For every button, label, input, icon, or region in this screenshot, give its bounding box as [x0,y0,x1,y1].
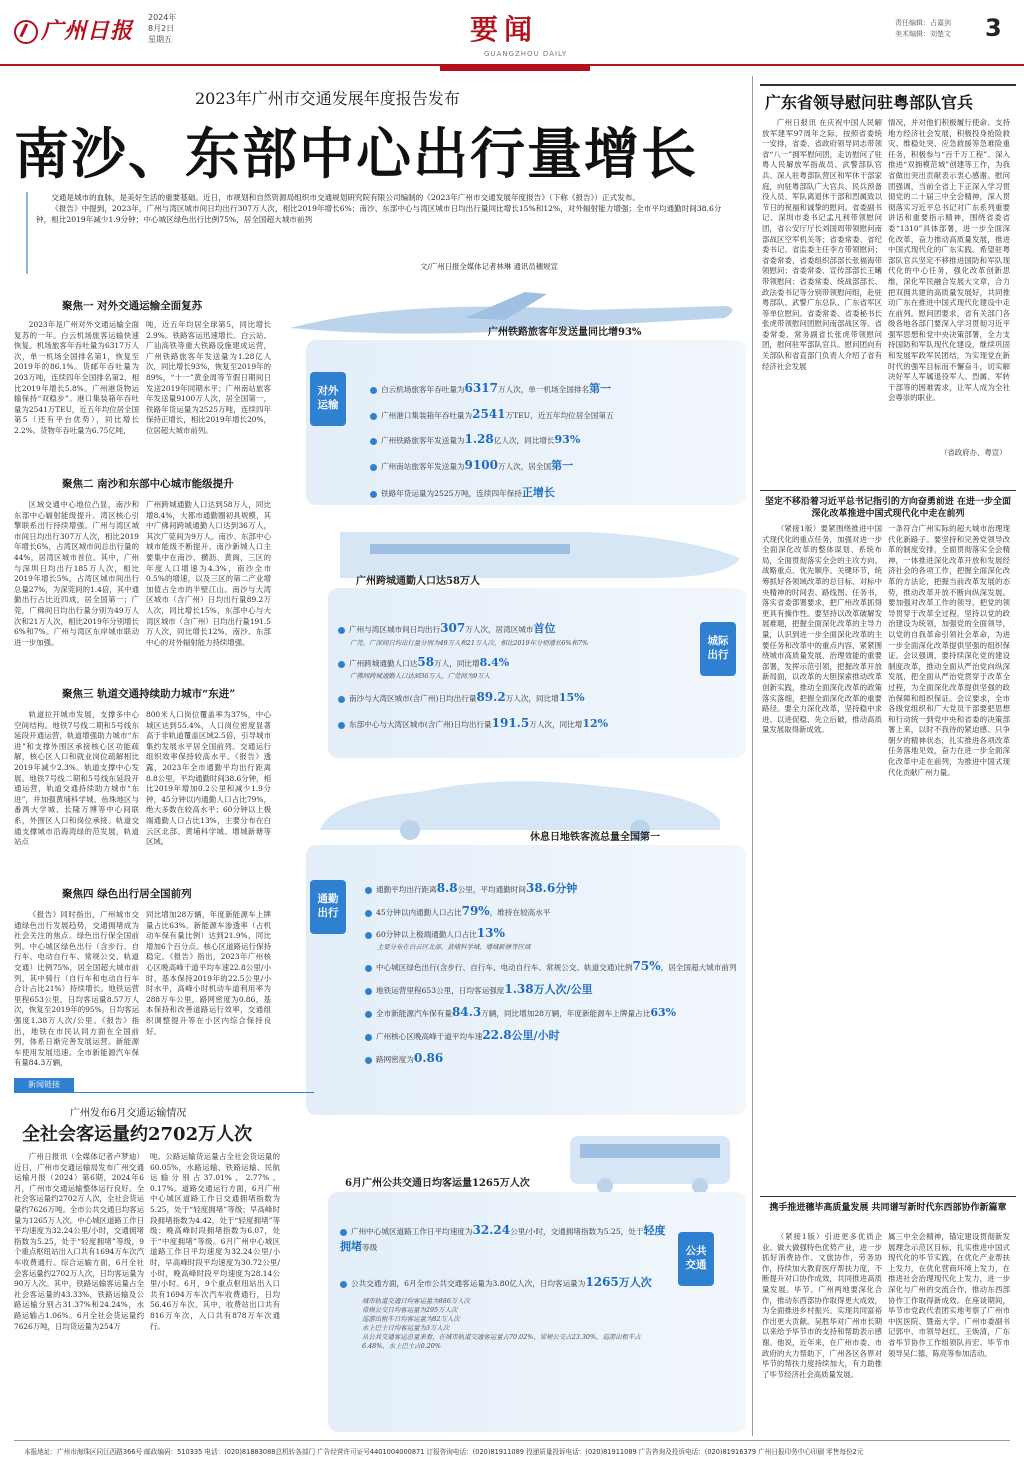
row-text: 广州南站旅客年发送量为 [381,462,465,471]
bullet-icon [365,1011,372,1018]
row-text: 45分钟以内通勤人口占比 [376,908,462,917]
right3-column [762,1232,882,1432]
panel3-note: 主要分布在白云区北部、黄埔科学城、增城新塘等区域 [377,943,531,951]
row-number: 1.28 [464,432,494,446]
bullet-icon [338,722,345,729]
row-text: 广州与湾区城市间日均出行 [349,625,441,634]
brief-column [14,1152,144,1434]
right-rule [760,490,1016,491]
row-text: 广州中心城区道路工作日平均速度为 [351,1227,473,1236]
body-text: （紧接1版）引进更多优质企业、做大做强特色优势产业，进一步抓好消费协作、文旅协作，劳务协作，持续加大教育医疗帮扶力度，不断提升对口协作成效，共同推进高质量发展。毕节、广州两地要深化合作，推动东西部协作取得更大成效，为全面推进乡村振兴、实现共同富裕作出更大贡献。吴胜华对广州市长期以来给予毕节市的支持和帮助表示感谢。他说，近年来，在广州市委、市政府的大力帮助下，广州各区各界对毕节的帮扶力度持续加大，有力助推了毕节经济社会高质量发展。 [762,1232,882,1379]
panel4-note: 从公共交通客运总量来看，在城市轨道交通客运量占70.02%，常规公交占23.30%，巡游出租车占6.48%，水上巴士占0.20% [362,1333,641,1350]
panel3-row [365,1005,740,1019]
row-text: 公里，平均通勤时间 [457,885,526,894]
panel4-badge: 公共 交通 [678,1232,714,1286]
panel4-note: 常规公交日均客运量为295万人次 [362,1306,458,1314]
bullet-icon [365,910,372,917]
page-number: 3 [985,14,1002,42]
news-link-tag: 新闻链接 [14,1078,74,1092]
row-text: 东部中心与大湾区城市(含广州)日均出行量 [349,720,492,729]
designer-name: 美术编辑：刘楚文 [895,30,951,38]
row-text: 公里/小时，交通拥堵指数为5.25，处于 [510,1227,644,1236]
body-text: 属三中全会精神，锚定建设贯彻新发展理念示范区目标，扎实推进中国式现代化的毕节实践，在优化产业帮扶上发力，在优化营商环境上发力，在推进社会治理现代化上发力，进一步深化与广州的交流合作，推动东西部协作工作取得新成效。在座谈期间，毕节市党政代表团实地考察了广州市中医医院、暨南大学。广州市委副书记郭中、市领导赵红、王焕清，广东省毕节协作工作组领队肖宏、毕节市领导吴仁德、陈亮等参加活动。 [888,1232,1010,1358]
paper-name: 广州日报 [41,18,134,44]
right3-column [888,1232,1010,1432]
right-rule [760,1196,1016,1197]
row-text: 全市新能源汽车保有量 [376,1009,452,1018]
body-text: 广州日报讯（全媒体记者卢梦迪）近日，广州市交通运输局发布广州交通运输月报（2024）第6期，2024年6月，广州市交通运输整体运行良好。全社会客运量约2702万人次，全社会货运量约7626万吨。全市公共交通日均客运量为1265万人次。中心城区道路工作日平均速度为32.24公里/小时，交通拥堵指数为5.25，处于“轻度拥堵”等级，9个重点枢纽站出入口共有1694万车次汽车收费通行。综合运输方面，6月全社会客运量约2702万人次，日均客运量为90万人次。其中，铁路运输客运量占全社会客运量的43.33%，铁路运输及公路运输分别占31.37%和24.24%，水路运输占1.06%。6月全社会货运量约7626万吨，日均货运量为254万 [14,1152,144,1331]
right2-headline: 坚定不移沿着习近平总书记指引的方向奋勇前进 在进一步全面深化改革推进中国式现代化中走在前列 [764,497,1012,519]
panel1-rows [370,380,740,511]
row-text: 地铁运营里程653公里，日均客运强度 [376,986,505,995]
row-number: 13% [476,926,505,940]
focus3-column [146,710,271,910]
brief-column [150,1152,280,1434]
bullet-icon [370,413,377,420]
bullet-icon [370,464,377,471]
row-text: 铁路年货运量为2525万吨，连续四年保持 [381,489,522,498]
panel1-badge: 对外 运输 [310,372,346,426]
row-highlight: 第一 [589,382,612,395]
body-text: 《报告》同时指出，广州城市交通绿色出行发展趋势，交通拥堵成为社会关注的焦点。绿色出行保全国前列。中心城区绿色出行（含步行、自行车、电动自行车、常规公交、轨道交通）比例75%，居全国超大城市前列，其中骑行（自行车和电动自行车合计占比21%）持续增长。地铁运营里程653公里，日均客运量8.57万人次，恢复至2019年的95%，日均客运强度1.38万人次/公里。《报告》指出，地铁在市民认同方面在全国前列，体系日渐完善发展运营。新能源车使用发展迅速。全市新能源汽车保有量84.3万辆， [14,910,139,1068]
airplane-illustration [285,288,745,348]
right2-column [888,524,1010,1194]
panel4-notes [362,1296,670,1350]
panel2-row [338,690,698,704]
panel3-badge: 通勤 出行 [310,880,346,934]
panel4-rows [340,1222,670,1350]
footer-rule [14,1440,1010,1441]
panel3-row [365,926,740,940]
bullet-icon [365,988,372,995]
row-text: 中心城区绿色出行(含步行、自行车、电动自行车、常规公交、轨道交通)比例 [376,963,633,972]
car-illustration [300,770,740,840]
panel4-row [340,1222,670,1254]
row-highlight: 15% [558,691,585,704]
row-number: 38.6 [525,881,556,895]
panel3-row [365,1027,740,1043]
main-headline: 南沙、东部中心出行量增长 [14,121,699,186]
row-highlight: 12% [582,717,609,730]
bullet-icon [370,438,377,445]
bullet-icon [340,1281,347,1288]
panel2-row [338,620,698,636]
row-text: 白云机场旅客年吞吐量为 [381,385,465,394]
row-number: 1265 [585,1275,619,1289]
masthead [0,0,1024,66]
focus4-heading: 聚焦四 绿色出行居全国前列 [62,888,192,900]
row-text: ，居全国超大城市前列 [660,963,737,972]
row-highlight: 第一 [551,459,574,472]
focus1-heading: 聚焦一 对外交通运输全面复苏 [62,300,203,312]
row-text: 万TEU，近五年均位居全国第五 [505,411,614,420]
bullet-icon [365,965,372,972]
focus2-heading: 聚焦二 南沙和东部中心城市能级提升 [62,478,234,490]
body-text: 广州日报讯 在庆祝中国人民解放军建军97周年之际，按照省委统一安排，省委、省政府领导同志带领省“八一”拥军慰问团，走访慰问了驻粤人民解放军指战员、武警部队官兵、深入驻粤部队营区和军休干部家庭，向驻粤部队广大官兵、民兵预备役人员、军队离退休干部和烈属致以节日的祝福和诚挚的慰问。省委副书记、深圳市委书记孟凡利带领慰问团，省公安厅厅长刘国周带领慰问南部战区空军机关等；省委常委、省纪委书记、省监委主任李方带领慰问；省委常委、省委组织部部长张福海带领慰问；省委常委、宣传部部长王曦带领慰问；省委常委、统战部部长、政法委书记等分别带领慰问组，赴驻粤部队、武警广东总队、广东省军区等单位慰问。省委常委、省委秘书长张虎带领慰问团慰问南部战区等。省委常委、常务副省长张虎带领慰问团，慰问驻军部队官兵。慰问团向有关部队和省直部门负责人介绍了省有经济社会发展 [762,118,882,371]
row-highlight: 公里/小时 [511,1029,560,1042]
row-highlight: 分钟 [555,882,578,895]
panel4-title: 6月广州公共交通日均客运量1265万人次 [345,1178,530,1189]
row-text: 通勤平均出行距离 [376,885,437,894]
row-text: 公共交通方面，6月全市公共交通客运量为3.80亿人次，日均客运量为 [351,1279,586,1288]
body-text: 吨，近五年均居全球第5，同比增长2.9%。铁路客运迅速增长。白云站、广汕高铁等重大铁路设施建成运营，广州铁路旅客年发送量为1.28亿人次，同比增长93%，恢复至2019年的89%，“十一”黄金周等节假日期间日发送2019年同期水平；广州南站旅客年发送量9100万人次，居全国第一，铁路年货运量为2525万吨，连续四年保持正增长，相比2019年增长20%，位居超大城市前列。 [146,320,271,435]
column-divider [752,76,753,1436]
logo-emblem-icon [14,20,38,44]
row-text: 路网密度为 [376,1055,414,1064]
row-text: 万人次，居全国 [497,462,552,471]
row-number: 307 [440,621,466,635]
focus2-column [14,500,139,670]
section-subtitle: GUANGZHOU DAILY [484,50,568,58]
right1-column [888,118,1010,438]
panel1-row [370,457,740,473]
row-number: 0.86 [413,1051,444,1065]
row-number: 32.24 [472,1223,511,1237]
bullet-icon [365,932,372,939]
panel2-badge: 城际 出行 [700,622,736,676]
row-text: 万人次，同比增 [529,720,583,729]
lead-paragraph: 交通是城市的血脉，是美好生活的重要基础。近日，市规划和自然资源局组织市交通规划研究院有限公司编制的《2023年广州市交通发展年度报告》（下称《报告》）正式发布。 [51,193,641,202]
right2-column [762,524,882,1194]
panel3-rows [365,880,740,1065]
row-highlight: 63% [650,1006,677,1019]
focus1-column [14,320,139,490]
row-number: 79% [461,904,490,918]
bus-illustration [560,1126,740,1196]
issue-date: 2024年 8月2日 星期五 [148,13,177,44]
row-text: 广州港口集装箱年吞吐量为 [381,411,473,420]
row-text: 万人次，单一机场全国排名 [497,385,590,394]
panel2-row [338,716,698,730]
row-text: 万人，同比增 [434,659,480,668]
main-byline: 文/广州日报全媒体记者林琳 通讯员穗规宣 [420,262,558,271]
right1-headline: 广东省领导慰问驻粤部队官兵 [765,93,974,112]
row-number: 8.8 [436,881,458,895]
panel3-row [365,880,740,896]
row-highlight: 8.4% [479,656,510,669]
body-text: 2023年是广州对外交通运输全面复苏的一年。白云机场旅客运输快速恢复。机场旅客年吞吐量为6317万人次，单一机场全国排名第1，恢复至2019年的86.1%。货邮年吞吐量为203万吨，连续四年全国排名第2，相比2019年增长5.8%。广州港货物运输保持“双稳步”。港口集装箱年吞吐量为2541万TEU，近五年均位居全国第5（还有平台优势），同比增长2.2%。货物年吞吐量为6.75亿吨， [14,320,139,435]
bullet-icon [338,661,345,668]
bullet-icon [365,1034,372,1041]
row-text: 南沙与大湾区城市(含广州)日均出行量 [349,694,477,703]
main-lead [26,192,726,274]
row-number: 84.3 [451,1005,482,1019]
header-accent [440,66,590,71]
row-number: 89.2 [476,690,506,704]
panel2-note: 广佛间跨城通勤人口达到36万人，广莞间为9万人 [350,672,491,680]
focus1-column [146,320,271,460]
panel1-title: 广州铁路旅客年发送量同比增93% [488,327,642,338]
brief-kicker: 广州发布6月交通运输情况 [70,1108,187,1119]
focus4-column [146,910,271,1070]
focus3-heading: 聚焦三 轨道交通持续助力城市“东进” [62,688,236,700]
right1-column [762,118,882,458]
bullet-icon [338,627,345,634]
row-text: 广州核心区晚高峰干道平均车速 [376,1032,483,1041]
row-highlight: 万人次 [618,1276,652,1289]
body-text: 吨。公路运输货运量占全社会货运量的60.05%，水路运输、铁路运输、民航运输分别占37.01%、2.77%、0.17%。道路交通运行方面，6月广州中心城区道路工作日交通拥堵指数为5.25，处于“轻度拥堵”等级；早高峰时段拥堵指数为4.42，处于“轻度拥堵”等级；晚高峰时段拥堵指数为6.07，处于“中度拥堵”等级。6月广州中心城区道路工作日平均速度为32.24公里/小时，早高峰时段平均速度为30.72公里/小时，晚高峰时段平均速度为28.14公里/小时。6月，9个重点枢纽站出入口共有1694万车次汽车收费通行，日均56.46万车次。其中，收费站出口共有816万车次，入口共有878万车次通行。 [150,1152,280,1331]
panel2-title: 广州跨城通勤人口达58万人 [356,576,480,587]
body-text: 广州跨城通勤人口达到58万人，同比增8.4%，大都市通勤圈初具规模，其中广佛间跨城通勤人口达到36万人，其次广莞间为9万人。南沙、东部中心城市能级不断提升。南沙新城人口主要集中在南沙、横沥、黄阁，三区的年度人口增速为4.3%，南沙全市0.5%的增速，以及三区的第二产业增加值占全市的半壁江山。南沙与大湾区城市（含广州）日均出行量89.2万人次，同比增长15%，东部中心与大湾区城市（含广州）日均出行量191.5万人次，同比增长12%，南沙、东部中心的对外辐射能力持续增强。 [146,500,271,647]
panel4-note: 巡游出租车日均客运量为82万人次 [362,1315,460,1323]
bullet-icon [365,1057,372,1064]
row-text: 万人次，居湾区城市 [465,625,534,634]
bullet-icon [338,696,345,703]
row-text: 亿人次，同比增长 [493,436,555,445]
panel3-row [365,959,740,973]
editor-name: 责任编辑：占嘉剑 [895,19,951,27]
body-text: 区域交通中心地位凸显，南沙和东部中心辐射能级提升。湾区核心引擎联系出行持续增强。广州与湾区城市间日均出行307万人次，相比2019年增长6%，占湾区城市间总出行量的44%，居湾区城市首位。其中，广州与深圳日均出行185万人次，相比2019年增长5%，占湾区城市间出行总量27%，为深莞间的1.4倍，其中通勤出行占比近四成，居全国第一；广莞，广佛间日均出行量分别为49万人次和21万人次，相比2019年分别增长6%和7%。广州与湾区东岸城市联动进一步加强。 [14,500,139,647]
brief-headline: 全社会客运量约2702万人次 [22,1124,253,1145]
bullet-icon [365,887,372,894]
right3-headline: 携手推进穗毕高质量发展 共同谱写新时代东西部协作新篇章 [769,1203,1007,1213]
body-text: 情况，并对他们积极履行使命、支持地方经济社会发展，积极投身抢险救灾、维稳处突、应急救援等急难险重任务，积极参与“百千万工程”、深入推进“双拥模范城”创建等工作，为我省做出突出贡献表示衷心感谢。慰问团强调，当前全省上下正深入学习贯彻党的二十届三中全会精神，深入贯彻落实习近平总书记对广东系列重要讲话和重要指示精神，围绕省委省委“1310”具体部署，进一步全面深化改革，奋力推动高质量发展，推进中国式现代化的广东实践。希望驻粤部队官兵坚定不移推进国防和军队现代化的中心任务，强化改革创新思维，深化军民融合发展大文章，合力把双拥共建的高质量发展好，共同推动广东在推进中国式现代化建设中走在前列。慰问团要求，省有关部门各级各地各部门要深入学习贯彻习近平强军思想和党中央决策部署，全力支持国防和军队现代化建设，继续巩固和发展军政军民团结，为实现党在新时代的强军目标而不懈奋斗，切实解决好军人军属退役军人、烈属、军转干部等的困难需求，让军人成为全社会尊崇的职业。 [888,118,1010,403]
panel3-row [365,1051,740,1065]
row-highlight: 正增长 [521,486,555,499]
body-text: （紧接1版）要紧围绕推进中国式现代化的重点任务，加强对进一步全面深化改革的整体谋划、系统布局，全面贯彻落实全会的主攻方向、战略重点、优先顺序、关键环节，统筹抓好各领域改革的总目标、对标中央精神的时间表、路线图、任务书，落实省委部署要求，把广州改革抓得更具有操作性。要坚持以改革破解发展难题，把握全面深化改革的主导力量，认识到进一步全面深化改革的主要任务和改革中的重点内容，紧紧围绕城市高质量发展、治理效能的重要部署，发挥示范引领，把握改革开放新局面，以改革的大胆探索推动改革创新实践，推动全面深化改革的政策落实落细，把握全面深化改革的重要路径。要全力深化改革，坚持稳中求进、以进促稳、先立后破，推动高质量发展取得新成效。 [762,524,882,735]
panel2-note: 广莞、广深间日均出行量分别为49万人和21万人次，相比2019年分别增长6%和7% [350,639,589,647]
row-number: 9100 [464,458,498,472]
row-highlight: 93% [554,433,581,446]
row-number: 22.8 [482,1028,512,1042]
row-text: 60分钟以上极端通勤人口占比 [376,930,477,939]
row-highlight: 轻度拥堵 [340,1224,666,1253]
right-rule [760,84,1016,86]
panel1-row [370,484,740,500]
body-text: 一条符合广州实际的超大城市治理现代化新路子。要坚持和完善党领导改革的制度安排，全面贯彻落实全会精神，一体推进深化改革开放和发展经济社会的各项工作，把握全面深化改革的方法论，把握当前改革发展的态势，推动改革开放不断向纵深发展。要加强对改革工作的领导，把党的领导贯穿于改革全过程，坚持以党的政治建设为统领，加强党的全面领导，以党的自我革命引领社会革命，为进一步全面深化改革提供坚强的组织保证。会议强调，要持续深化党的建设制度改革，推动全面从严治党向纵深发展，把全面从严治党贯穿于改革全过程，为全面深化改革提供坚强的政治保障和组织保证。会议要求，全市各级党组织和广大党员干部要把思想和行动统一到党中央和省委的决策部署上来，以时不我待的紧迫感、只争朝夕的精神状态，扎实推进各项改革任务落地见效，奋力在进一步全面深化改革中走在前列，为推进中国式现代化贡献广州力量。 [888,524,1010,777]
row-number: 1.38 [504,982,534,996]
right1-credit: （省政府办、粤宣） [940,448,1007,457]
body-text: 轨道拉开城市发展，支撑多中心空间结构。地铁7号线二期和5号线东延段开通运营，轨道增强助力城市“东进”和支撑外围区承接核心区功能疏解，核心区人口和就业岗位疏解相比2019年减少2.3%。轨道支撑中心发展。地铁7号线二期和5号线东延段开通运营，轨道交通持续助力城市“东进”，并加强黄埔科学城、鱼珠地区与番禺大学城、长隆万博等中心间联系，外围区人口和岗位承接。轨道交通支撑城市沿海湾绿的范发展，轨道站点 [14,710,139,847]
body-text: 同比增加28万辆，年度新能源车上牌量占比63%。新能源车渗透率（占机动车保有量比例）达到21.9%，同比增加6个百分点。核心区道路运行保持稳定。《报告》指出，2023年广州核心区晚高峰干道平均车速22.8公里/小时，基本保持2019年的22.5公里/小时水平，高峰小时机动车道利用率为288万车公里，路网密度为0.86，基本保持和改善道路运行效率，交通组织调整提升等在小区内综合保持良好。 [146,910,271,1036]
focus2-column [146,500,271,670]
row-text: 广州跨城通勤人口达 [349,659,418,668]
paper-logo [14,14,133,45]
panel3-row [365,981,740,997]
row-text: 万辆，同比增加28万辆，年度新能源车上牌量占比 [481,1009,651,1018]
body-text: 800米人口岗位覆盖率为37%，中心城区达到55.4%，人口岗位密度显著高于非轨道覆盖区域2.5倍，引导城市集约发展水平居全国前列。交通运行组织效率保持较高水平。《报告》透露，2023年全市通勤平均出行距离8.8公里，平均通勤时间38.6分钟，相比2019年增加0.2公里和减少1.9分钟，45分钟以内通勤人口占比79%，绝大多数在较高水平；60分钟以上极端通勤人口占比13%，主要分布在白云区北部、黄埔科学城、增城新塘等区域。 [146,710,271,847]
panel2-row [338,655,698,669]
lead-paragraph: 《报告》中提到，2023年，广州与湾区城市间日均出行307万人次，相比2019年增长6%；南沙、东部中心与湾区城市日均出行量同比增长15%和12%，对外辐射能力增强；全市平均通勤时间38.6分钟，相比2019年减少1.9分钟；中心城区绿色出行比例75%，居全国超大城市前列 [36,204,722,225]
row-number: 75% [632,959,661,973]
row-number: 191.5 [491,716,530,730]
row-text: 广州铁路旅客年发送量为 [381,436,465,445]
footer-imprint: 本报地址：广州市海珠区同江西路366号 邮政编码：510335 电话：(020)81883088总机转各部门 广告经营许可证号4401004000871 订报咨询电话：(020)81911089 投递质量投诉电话：(020)81911089 广告咨询及投诉电话：(020)81916379 广州日报印务中心印刷 零售每份2元 [24,1448,864,1456]
main-kicker: 2023年广州市交通发展年度报告发布 [195,89,460,108]
bullet-icon [370,387,377,394]
panel4-row [340,1274,670,1290]
panel3-row [365,904,740,918]
panel1-row [370,407,740,421]
editors-credit [895,18,951,40]
focus3-column [14,710,139,872]
row-text: 万人次，同比增 [505,694,559,703]
bullet-icon [370,491,377,498]
row-number: 58 [417,655,435,669]
panel2-rows [338,620,698,730]
section-title: 要闻 [470,13,539,46]
row-highlight: 万人次/公里 [533,983,593,996]
bullet-icon [340,1229,347,1236]
panel1-row [370,432,740,446]
row-number: 6317 [464,381,498,395]
focus4-column [14,910,139,1070]
panel4-note: 城市轨道交通日均客运量为886万人次 [362,1297,471,1305]
row-text: 等级 [362,1243,378,1252]
panel4-note: 水上巴士日均客运量为3万人次 [362,1324,450,1332]
news-link-rule [14,1092,314,1093]
panel1-row [370,380,740,396]
row-number: 2541 [472,407,506,421]
row-text: ，维持在较高水平 [489,908,551,917]
panel3-title: 休息日地铁客流总量全国第一 [530,832,660,843]
row-highlight: 首位 [533,622,556,635]
